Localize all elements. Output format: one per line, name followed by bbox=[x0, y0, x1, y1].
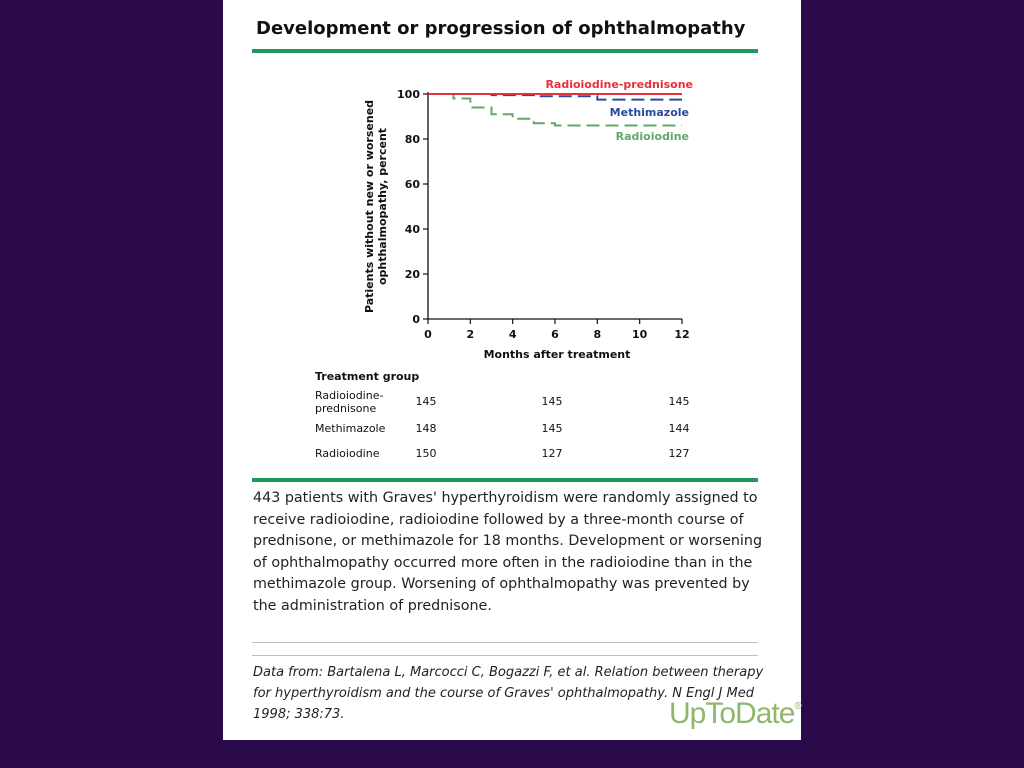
y-tick-label: 100 bbox=[397, 88, 420, 101]
table-cell: 144 bbox=[668, 422, 690, 435]
legend-label: Radioiodine bbox=[615, 130, 689, 143]
table-cell: 145 bbox=[668, 395, 690, 408]
table-row-label-line: Methimazole bbox=[315, 422, 386, 435]
table-cell: 145 bbox=[541, 395, 563, 408]
x-tick-label: 10 bbox=[632, 328, 648, 341]
table-row-label-line: Radioiodine bbox=[315, 447, 380, 460]
source-divider-top bbox=[252, 642, 758, 643]
source-citation: Data from: Bartalena L, Marcocci C, Bogazzi F, et al. Relation between therapy for hyperthyroidism and the course of Graves' ophthalmopathy. N Engl J Med 1998; 338:73. bbox=[253, 665, 764, 722]
table-row-label bbox=[315, 422, 385, 435]
table-cell: 145 bbox=[415, 395, 437, 408]
table-row-label-line: Radioiodine- bbox=[315, 389, 384, 402]
y-axis-label-line: ophthalmopathy, percent bbox=[376, 127, 389, 286]
x-tick-label: 2 bbox=[466, 328, 475, 341]
y-axis-label-line: Patients without new or worsened bbox=[363, 99, 376, 314]
chart-axes bbox=[363, 88, 690, 361]
table-cell: 127 bbox=[668, 447, 690, 460]
survival-chart bbox=[223, 0, 801, 370]
chart-legend bbox=[545, 78, 693, 143]
table-row-label-line: prednisone bbox=[315, 402, 377, 415]
x-axis-label: Months after treatment bbox=[483, 348, 631, 361]
y-axis-label bbox=[363, 100, 389, 313]
logo-registered-mark: ® bbox=[794, 701, 801, 712]
y-tick-label: 0 bbox=[412, 313, 420, 326]
y-tick-label: 40 bbox=[404, 223, 420, 236]
x-tick-label: 4 bbox=[508, 328, 517, 341]
table-cell: 145 bbox=[541, 422, 563, 435]
source-divider-bottom bbox=[252, 655, 758, 656]
x-tick-label: 6 bbox=[551, 328, 559, 341]
y-tick-label: 80 bbox=[404, 133, 420, 146]
figure-card bbox=[223, 0, 801, 740]
table-row-label bbox=[315, 389, 383, 415]
table-cell: 148 bbox=[415, 422, 437, 435]
figure-caption: 443 patients with Graves' hyperthyroidism were randomly assigned to receive radioiodine, radioiodine followed by a three-month course of prednisone, or methimazole for 18 months. Development or worsening of ophthalmopathy occurred more often in the radioiodine than in the methimazole group. Worsening of ophthalmopathy was prevented by the administration of prednisone. bbox=[253, 490, 763, 614]
table-cell: 127 bbox=[541, 447, 563, 460]
x-tick-label: 0 bbox=[424, 328, 432, 341]
logo-text: UpToDate bbox=[669, 697, 795, 730]
y-tick-label: 60 bbox=[404, 178, 420, 191]
table-row-label bbox=[315, 447, 379, 460]
x-tick-label: 12 bbox=[674, 328, 690, 341]
legend-label: Radioiodine-prednisone bbox=[545, 78, 693, 91]
figure-title: Development or progression of ophthalmopathy bbox=[256, 18, 746, 39]
uptodate-logo bbox=[669, 697, 801, 731]
caption-divider bbox=[252, 478, 758, 482]
table-header: Treatment group bbox=[315, 370, 420, 383]
legend-label: Methimazole bbox=[609, 106, 689, 119]
y-tick-label: 20 bbox=[404, 268, 420, 281]
x-tick-label: 8 bbox=[593, 328, 602, 341]
table-cell: 150 bbox=[415, 447, 437, 460]
